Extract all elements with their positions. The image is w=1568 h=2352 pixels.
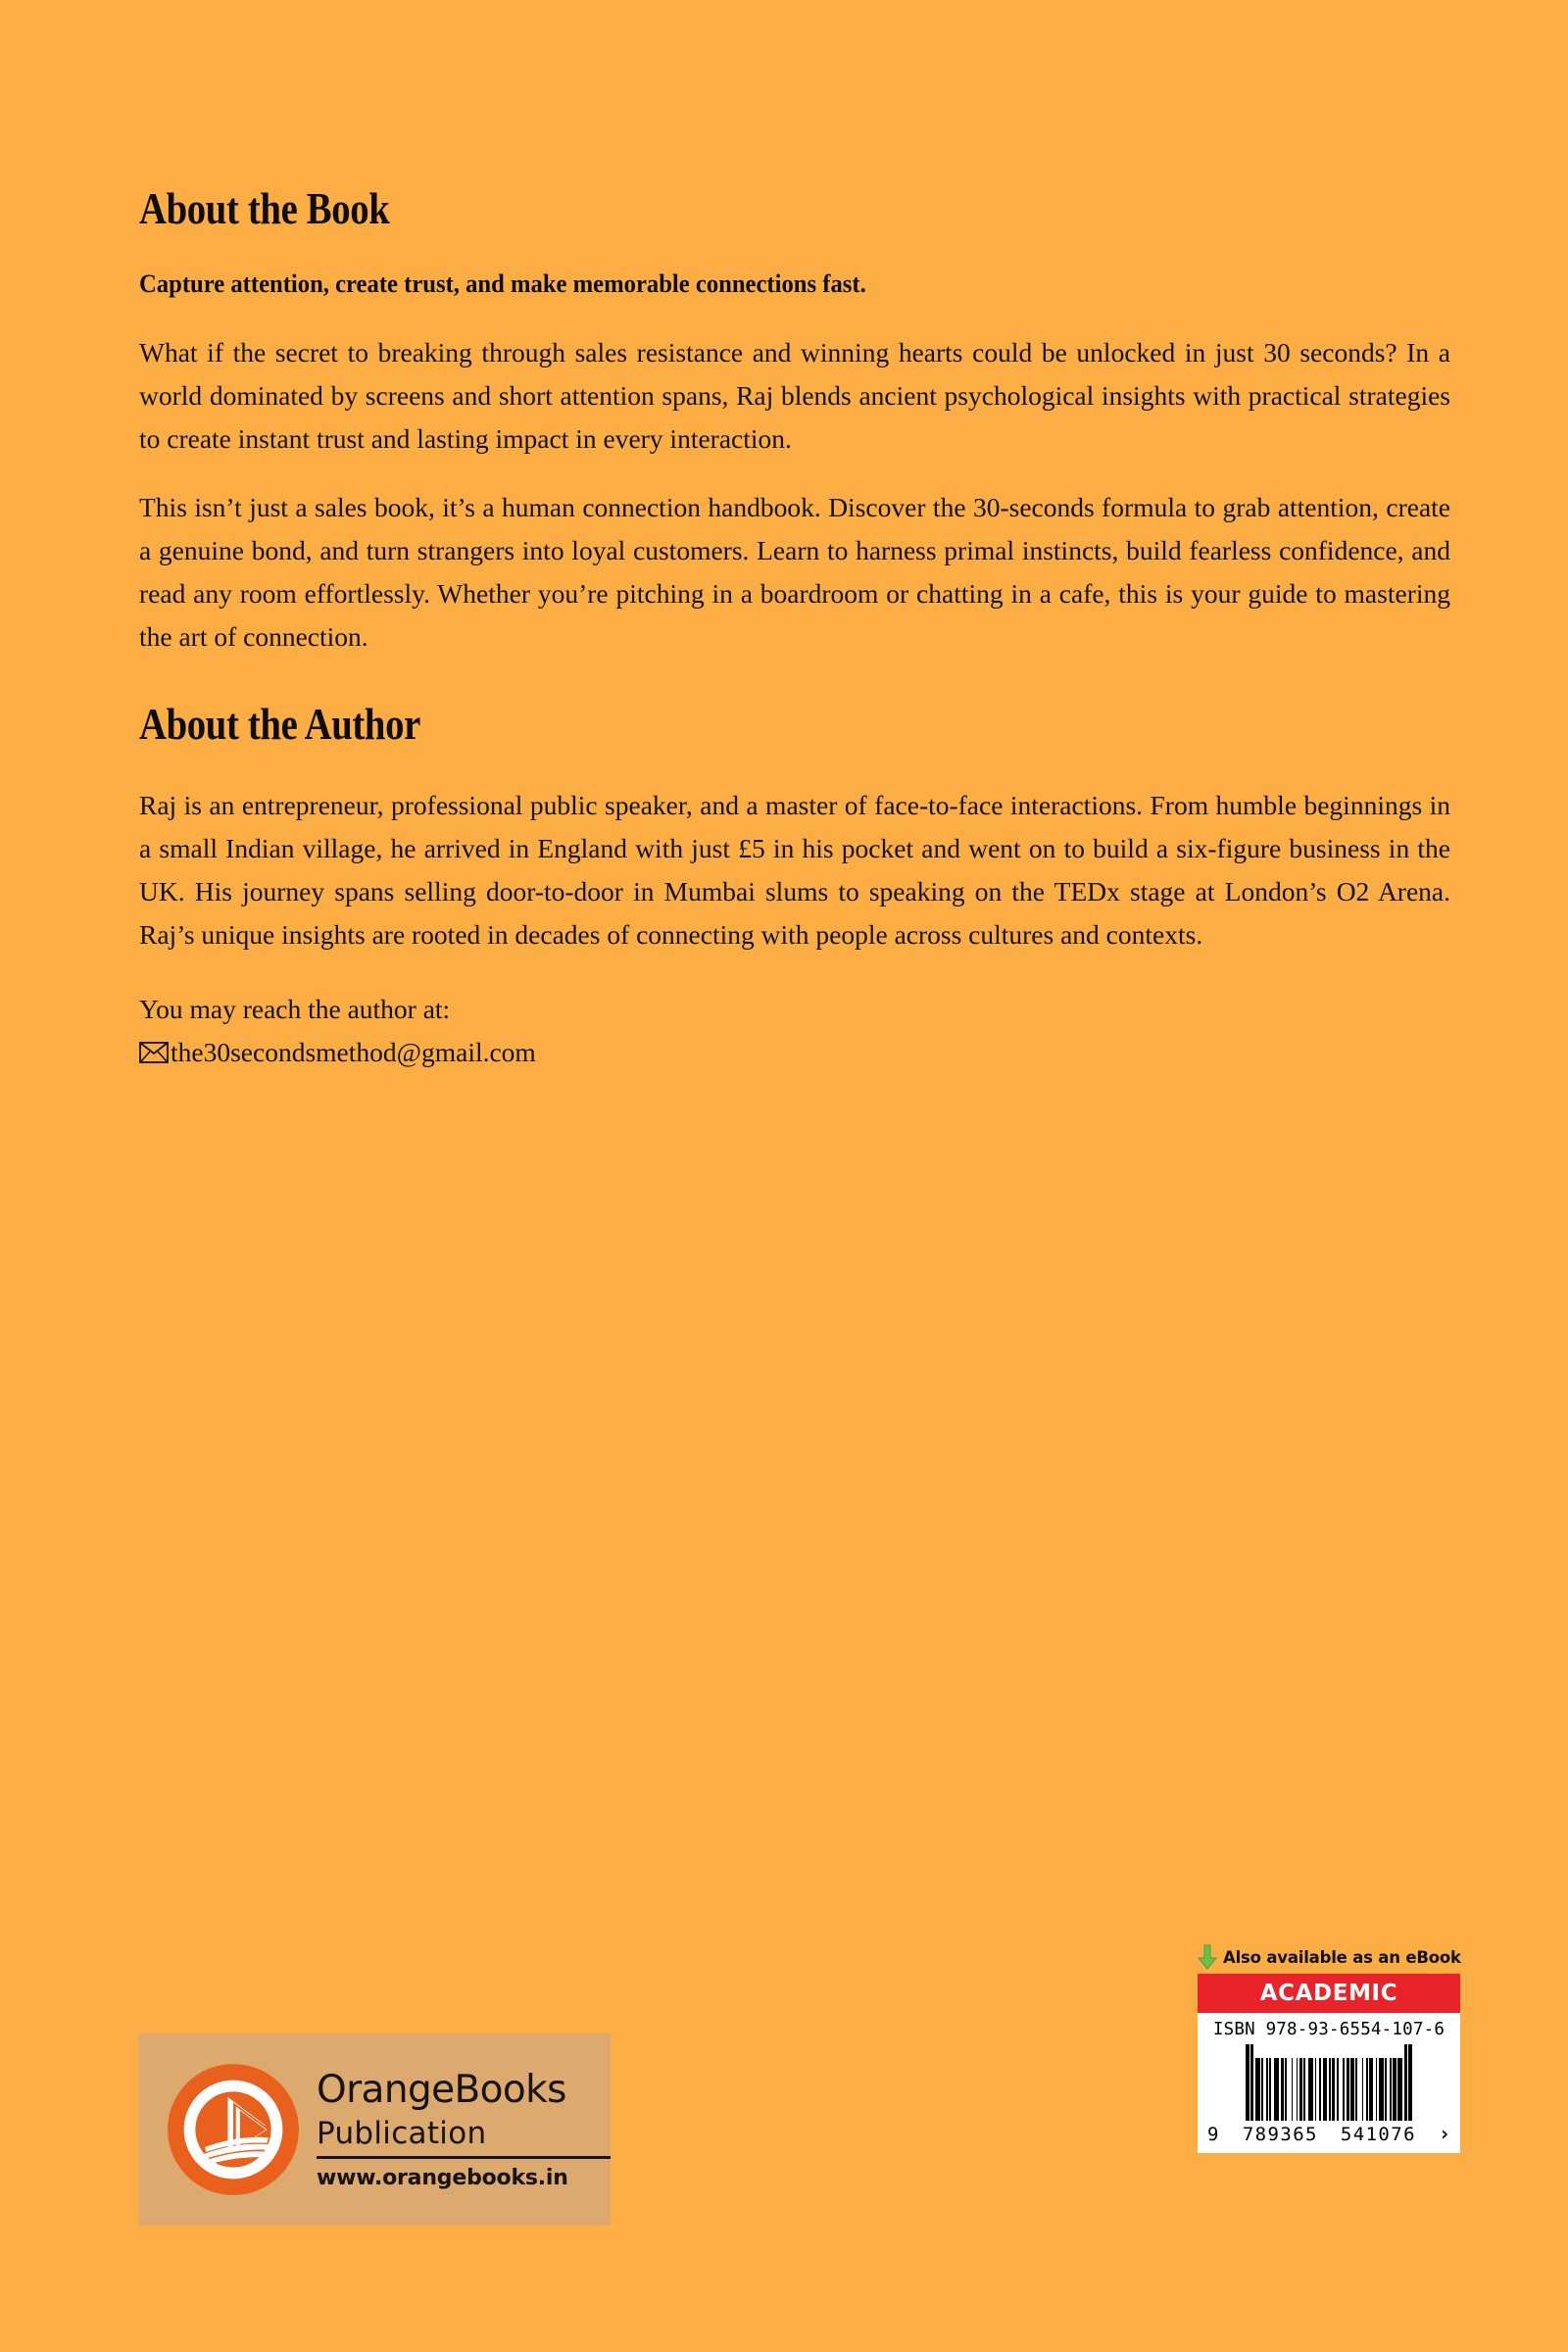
spacer <box>139 659 1450 702</box>
down-arrow-icon <box>1198 1944 1217 1970</box>
category-label: ACADEMIC <box>1259 1981 1398 2006</box>
barcode-digit-right: 541076 <box>1340 2124 1416 2145</box>
about-book-paragraph-1: What if the secret to breaking through sales resistance and winning hearts could be unlocked in just 30 seconds? In a world dominated by screens and short attention spans, Raj blends ancient psychological insights with practical strategies to create instant trust and lasting impact in every interaction. <box>139 337 1450 455</box>
barcode-digit-mid: 789365 <box>1242 2124 1318 2145</box>
spacer <box>139 232 1450 268</box>
envelope-icon <box>139 1033 169 1076</box>
spacer <box>139 749 1450 784</box>
spacer <box>139 956 1450 988</box>
contact-email-line <box>139 1031 1450 1076</box>
publisher-logo-panel <box>138 2034 611 2226</box>
about-the-author-heading: About the Author <box>139 700 420 750</box>
author-email-address[interactable]: the30secondsmethod@gmail.com <box>171 1036 536 1067</box>
barcode-bars <box>1246 2044 1411 2121</box>
publisher-subtitle: Publication <box>317 2119 611 2159</box>
publisher-website[interactable]: www.orangebooks.in <box>317 2165 568 2190</box>
about-book-paragraph-2: This isn’t just a sales book, it’s a human connection handbook. Discover the 30-seconds formula to grab attention, create a genuine bond, and turn strangers into loyal customers. Learn to harness primal instincts, build fearless confidence, and read any room effortlessly. Whether you’re pitching in a boardroom or chatting in a cafe, this is your guide to mastering the art of connection. <box>139 492 1450 653</box>
publisher-logo-text <box>317 2067 611 2190</box>
contact-intro-line: You may reach the author at: <box>139 993 451 1024</box>
category-banner <box>1198 1974 1460 2013</box>
spacer <box>139 300 1450 331</box>
isbn-number: ISBN 978-93-6554-107-6 <box>1212 2020 1446 2039</box>
about-the-book-heading: About the Book <box>139 184 390 233</box>
about-author-paragraph-1: Raj is an entrepreneur, professional public speaker, and a master of face-to-face interactions. From humble beginnings in a small Indian village, he arrived in England with just £5 in his pocket and went on to build a six-figure business in the UK. His journey spans selling door-to-door in Mumbai slums to speaking on the TEDx stage at London’s O2 Arena. Raj’s unique insights are rooted in decades of connecting with people across cultures and contexts. <box>139 789 1450 950</box>
author-contact-block <box>139 988 1450 1076</box>
ebook-note-label: Also available as an eBook <box>1223 1947 1461 1967</box>
book-tagline: Capture attention, create trust, and make memorable connections fast. <box>139 269 866 299</box>
ebook-availability-note <box>1198 1944 1460 1970</box>
barcode-caret: › <box>1438 2122 1450 2145</box>
barcode-digit-left: 9 <box>1207 2124 1220 2145</box>
spacer <box>139 461 1450 486</box>
barcode-card <box>1198 1974 1460 2153</box>
cover-text-content <box>139 186 1450 1076</box>
orangebooks-logo-icon <box>166 2062 301 2197</box>
publisher-name: OrangeBooks <box>317 2067 566 2112</box>
isbn-area <box>1198 2013 1460 2153</box>
barcode-digits <box>1198 2122 1460 2153</box>
